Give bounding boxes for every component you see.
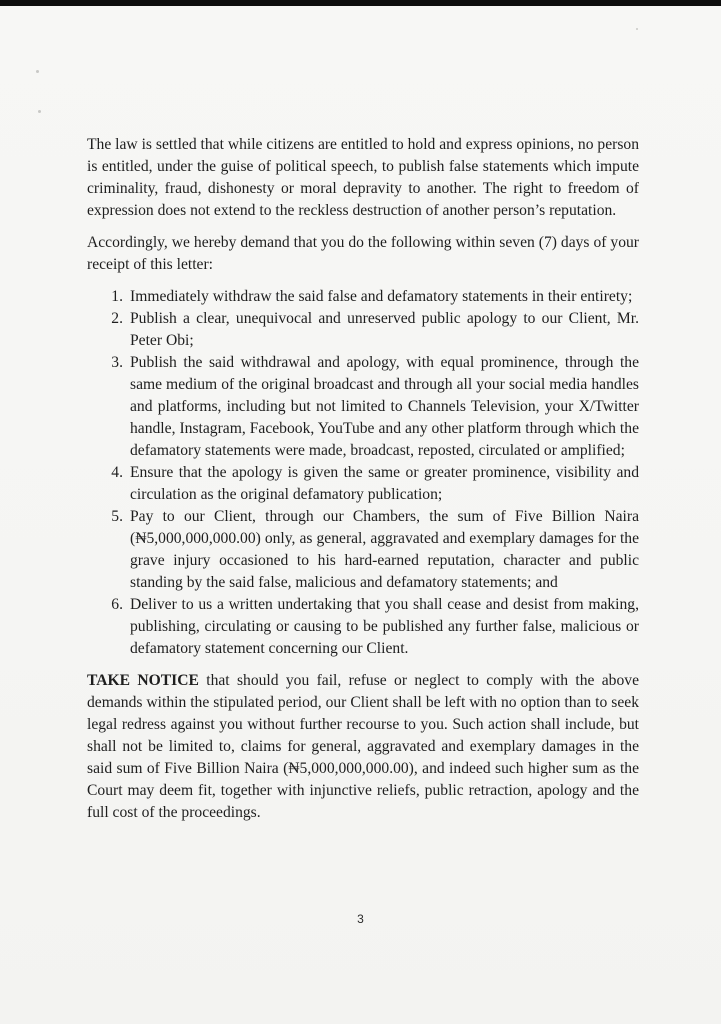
demand-text: Publish the said withdrawal and apology, with equal prominence, through the same medium of the original broadcast and through all your social media handles and platforms, including but not limited to Channels Television, your X/Twitter handle, Instagram, Facebook, YouTube and any other platform through which the defamatory statements were made, broadcast, reposted, circulated or amplified; — [130, 354, 639, 459]
paragraph-demand-intro: Accordingly, we hereby demand that you do the following within seven (7) days of your receipt of this letter: — [87, 234, 639, 273]
demand-text: Pay to our Client, through our Chambers, the sum of Five Billion Naira (₦5,000,000,000.00) only, as general, aggravated and exemplary damages for the grave injury occasioned to his hard-earned reputation, character and public standing by the said false, malicious and defamatory statements; and — [130, 508, 639, 591]
demand-item-2 — [87, 308, 639, 352]
demand-item-6 — [87, 594, 639, 660]
scan-speck — [38, 110, 41, 113]
demand-text: Immediately withdraw the said false and defamatory statements in their entirety; — [130, 288, 633, 305]
scan-speck — [636, 28, 638, 30]
demand-number: 1. — [111, 288, 123, 305]
demand-number: 2. — [111, 310, 123, 327]
paragraph-law-settled: The law is settled that while citizens are entitled to hold and express opinions, no person is entitled, under the guise of political speech, to publish false statements which impute criminality, fraud, dishonesty or moral depravity to another. The right to freedom of expression does not extend to the reckless destruction of another person’s reputation. — [87, 136, 639, 219]
demand-list — [87, 286, 639, 660]
demand-text: Publish a clear, unequivocal and unreserved public apology to our Client, Mr. Peter Obi; — [130, 310, 639, 349]
demand-number: 5. — [111, 508, 123, 525]
page-number: 3 — [357, 912, 364, 926]
demand-number: 4. — [111, 464, 123, 481]
demand-text: Ensure that the apology is given the same or greater prominence, visibility and circulation as the original defamatory publication; — [130, 464, 639, 503]
demand-item-3 — [87, 352, 639, 462]
take-notice-lead: TAKE NOTICE — [87, 672, 199, 689]
demand-number: 3. — [111, 354, 123, 371]
demand-text: Deliver to us a written undertaking that you shall cease and desist from making, publishing, circulating or causing to be published any further false, malicious or defamatory statement concerning our Client. — [130, 596, 639, 657]
demand-number: 6. — [111, 596, 123, 613]
demand-item-1 — [87, 286, 639, 308]
scan-speck — [36, 70, 39, 73]
letter-body — [87, 134, 639, 824]
paragraph-take-notice — [87, 670, 639, 824]
demand-item-4 — [87, 462, 639, 506]
take-notice-text: that should you fail, refuse or neglect to comply with the above demands within the stipulated period, our Client shall be left with no option than to seek legal redress against you without further recourse to you. Such action shall include, but shall not be limited to, claims for general, aggravated and exemplary damages in the said sum of Five Billion Naira (₦5,000,000,000.00), and indeed such higher sum as the Court may deem fit, together with injunctive reliefs, public retraction, apology and the full cost of the proceedings. — [87, 672, 639, 821]
demand-item-5 — [87, 506, 639, 594]
